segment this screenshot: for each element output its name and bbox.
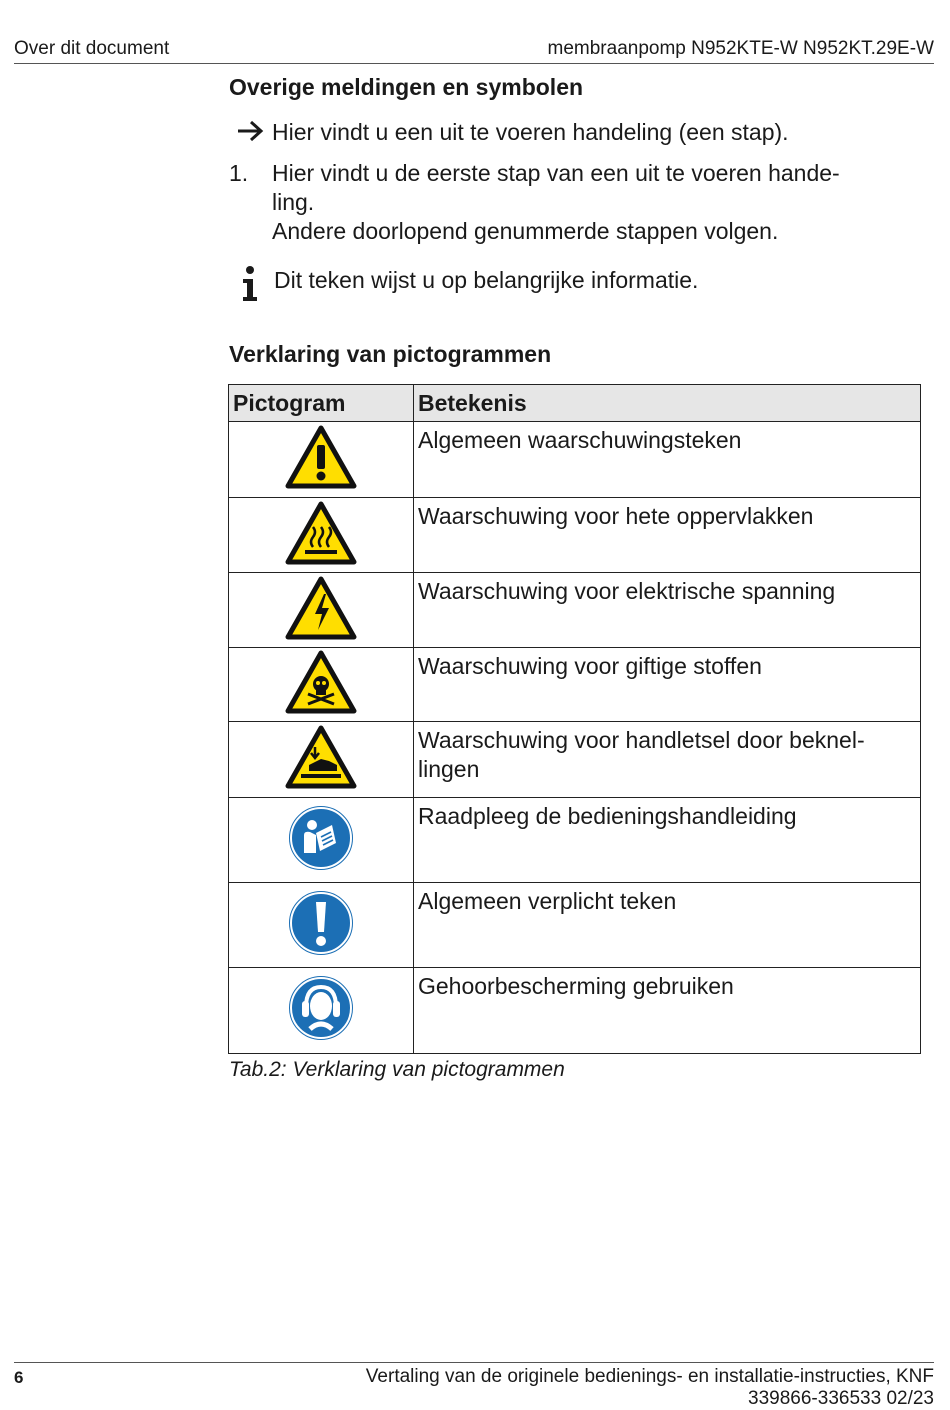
info-text: Dit teken wijst u op belangrijke informatie. <box>274 267 699 293</box>
table-row <box>229 798 921 883</box>
meaning-cell: Waarschuwing voor elektrische spanning <box>414 573 921 648</box>
general-warning-icon <box>285 425 357 489</box>
table-header-row <box>229 385 921 422</box>
meaning-cell: Algemeen verplicht teken <box>414 883 921 968</box>
meaning-cell: Waarschuwing voor hete oppervlakken <box>414 498 921 573</box>
meaning-cell: Waarschuwing voor giftige stoffen <box>414 648 921 722</box>
hearing-protection-icon <box>286 973 356 1043</box>
table-row <box>229 498 921 573</box>
hot-surface-warning-icon <box>285 501 357 565</box>
header-divider <box>14 63 934 64</box>
section-title-messages: Overige meldingen en symbolen <box>229 74 584 100</box>
table-row <box>229 883 921 968</box>
info-icon <box>240 266 260 302</box>
step-text-line1: Hier vindt u de eerste stap van een uit te voeren hande- <box>272 160 840 186</box>
arrow-right-icon <box>236 119 266 143</box>
page-number: 6 <box>14 1368 24 1387</box>
table-row <box>229 422 921 498</box>
table-row <box>229 968 921 1054</box>
meaning-cell: Gehoorbescherming gebruiken <box>414 968 921 1054</box>
hand-crush-warning-icon <box>285 725 357 789</box>
footer-document-id: 339866-336533 02/23 <box>748 1388 934 1409</box>
section-title-pictograms: Verklaring van pictogrammen <box>229 341 552 367</box>
footer-divider <box>14 1362 934 1363</box>
column-header-pictogram: Pictogram <box>229 385 414 422</box>
toxic-substance-warning-icon <box>285 650 357 714</box>
header-product-name: membraanpomp N952KTE-W N952KT.29E-W <box>547 38 934 59</box>
meaning-cell: Waarschuwing voor handletsel door beknel-​lingen <box>414 722 921 798</box>
step-number: 1. <box>229 160 249 186</box>
step-text-line2: ling. <box>272 189 315 215</box>
table-caption: Tab.2: Verklaring van pictogrammen <box>229 1058 565 1081</box>
electric-voltage-warning-icon <box>285 576 357 640</box>
action-step-text: Hier vindt u een uit te voeren handeling (een stap). <box>272 119 789 145</box>
table-row <box>229 722 921 798</box>
table-row <box>229 648 921 722</box>
table-row <box>229 573 921 648</box>
pictogram-table <box>228 384 921 1054</box>
meaning-cell: Algemeen waarschuwingsteken <box>414 422 921 498</box>
step-text-line3: Andere doorlopend genummerde stappen volgen. <box>272 218 779 244</box>
consult-manual-icon <box>286 803 356 873</box>
column-header-meaning: Betekenis <box>414 385 921 422</box>
header-chapter-title: Over dit document <box>14 38 170 59</box>
footer-document-title: Vertaling van de originele bedienings- en installatie-instructies, KNF <box>365 1366 934 1387</box>
general-mandatory-icon <box>286 888 356 958</box>
meaning-cell: Raadpleeg de bedieningshandleiding <box>414 798 921 883</box>
